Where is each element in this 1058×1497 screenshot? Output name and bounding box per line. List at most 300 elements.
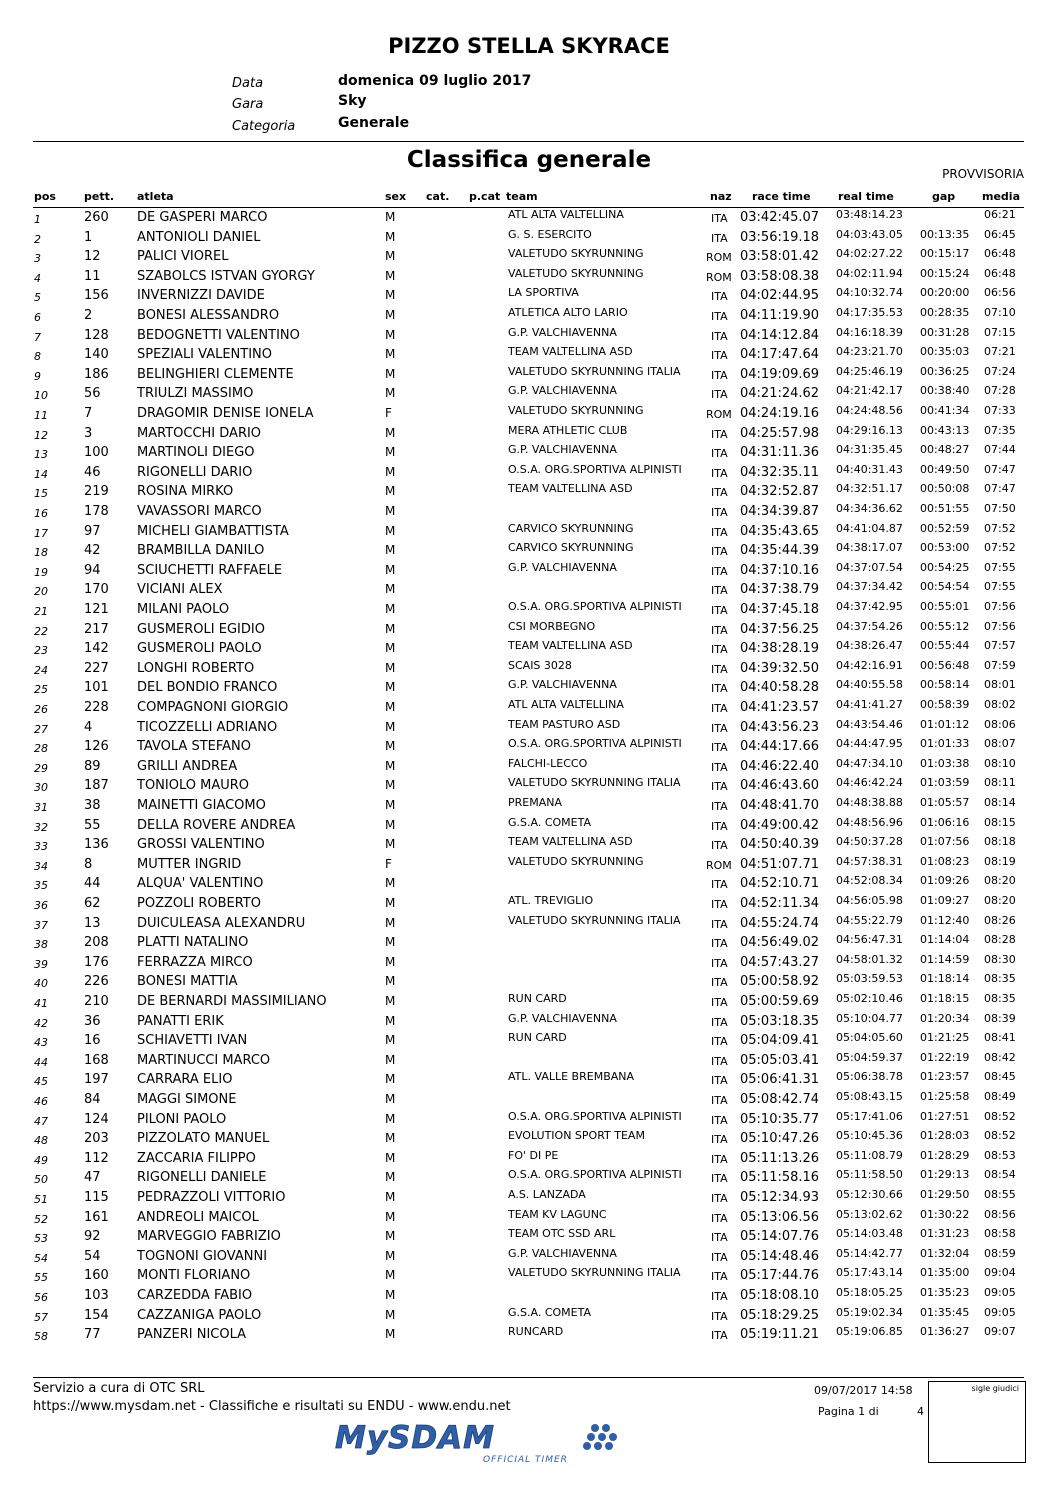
row-bib: 1 — [84, 230, 93, 245]
row-nationality: ITA — [711, 1310, 728, 1323]
row-gap: 00:58:39 — [920, 698, 970, 711]
row-athlete: RIGONELLI DARIO — [137, 465, 253, 480]
row-real-time: 04:48:38.88 — [836, 796, 903, 809]
row-team: VALETUDO SKYRUNNING ITALIA — [508, 914, 681, 927]
row-sex: M — [385, 602, 396, 616]
row-team: FALCHI-LECCO — [508, 757, 588, 770]
judges-box — [928, 1381, 1026, 1463]
row-athlete: DELLA ROVERE ANDREA — [137, 818, 296, 833]
row-sex: M — [385, 563, 396, 577]
row-real-time: 05:11:58.50 — [836, 1168, 903, 1181]
table-row — [0, 1227, 1058, 1246]
row-bib: 47 — [84, 1170, 101, 1185]
row-nationality: ROM — [706, 251, 732, 264]
row-sex: M — [385, 680, 396, 694]
row-pace: 08:42 — [984, 1051, 1016, 1064]
row-pace: 08:14 — [984, 796, 1016, 809]
row-gap: 01:07:56 — [920, 835, 970, 848]
table-row — [0, 1070, 1058, 1089]
row-sex: M — [385, 720, 396, 734]
table-row — [0, 874, 1058, 893]
row-pace: 08:10 — [984, 757, 1016, 770]
row-pace: 07:35 — [984, 424, 1016, 437]
row-bib: 187 — [84, 778, 109, 793]
row-gap: 00:15:24 — [920, 267, 970, 280]
row-real-time: 04:37:07.54 — [836, 561, 903, 574]
row-athlete: VICIANI ALEX — [137, 582, 223, 597]
footer-divider — [33, 1377, 1024, 1378]
row-sex: M — [385, 1249, 396, 1263]
row-sex: M — [385, 210, 396, 224]
row-nationality: ITA — [711, 428, 728, 441]
row-race-time: 04:34:39.87 — [740, 504, 820, 519]
row-athlete: RIGONELLI DANIELE — [137, 1170, 267, 1185]
row-gap: 01:29:50 — [920, 1188, 970, 1201]
row-race-time: 04:46:43.60 — [740, 778, 820, 793]
row-team: MERA ATHLETIC CLUB — [508, 424, 628, 437]
row-sex: M — [385, 759, 396, 773]
row-team: A.S. LANZADA — [508, 1188, 586, 1201]
row-team: SCAIS 3028 — [508, 659, 572, 672]
row-gap: 00:31:28 — [920, 326, 970, 339]
row-race-time: 04:51:07.71 — [740, 857, 820, 872]
table-row — [0, 816, 1058, 835]
row-pos: 8 — [34, 350, 41, 363]
row-real-time: 04:43:54.46 — [836, 718, 903, 731]
row-athlete: MARTOCCHI DARIO — [137, 426, 262, 441]
row-athlete: DUICULEASA ALEXANDRU — [137, 916, 306, 931]
footer-printed-at: 09/07/2017 14:58 — [814, 1384, 913, 1397]
row-bib: 136 — [84, 837, 109, 852]
row-pace: 07:52 — [984, 522, 1016, 535]
row-team: VALETUDO SKYRUNNING — [508, 247, 644, 260]
row-pace: 08:20 — [984, 894, 1016, 907]
row-team: VALETUDO SKYRUNNING — [508, 855, 644, 868]
row-nationality: ITA — [711, 232, 728, 245]
row-pace: 08:35 — [984, 992, 1016, 1005]
table-row — [0, 933, 1058, 952]
footer-page-total: 4 — [917, 1405, 924, 1418]
row-bib: 54 — [84, 1249, 101, 1264]
row-pace: 08:28 — [984, 933, 1016, 946]
row-pace: 09:05 — [984, 1306, 1016, 1319]
logo-dots-icon — [583, 1424, 617, 1450]
row-real-time: 05:11:08.79 — [836, 1149, 903, 1162]
row-athlete: PANATTI ERIK — [137, 1014, 224, 1029]
row-race-time: 04:35:43.65 — [740, 524, 820, 539]
row-nationality: ITA — [711, 741, 728, 754]
row-gap: 00:58:14 — [920, 678, 970, 691]
col-real-time: real time — [838, 190, 894, 203]
row-nationality: ITA — [711, 1055, 728, 1068]
row-team: TEAM VALTELLINA ASD — [508, 345, 633, 358]
row-real-time: 04:29:16.13 — [836, 424, 903, 437]
row-bib: 140 — [84, 347, 109, 362]
row-nationality: ITA — [711, 780, 728, 793]
row-gap: 01:35:23 — [920, 1286, 970, 1299]
col-gap: gap — [932, 190, 956, 203]
row-sex: M — [385, 739, 396, 753]
row-race-time: 04:38:28.19 — [740, 641, 820, 656]
row-pace: 08:58 — [984, 1227, 1016, 1240]
row-gap: 01:06:16 — [920, 816, 970, 829]
row-athlete: GUSMEROLI PAOLO — [137, 641, 262, 656]
row-bib: 161 — [84, 1210, 109, 1225]
row-pos: 47 — [34, 1115, 48, 1128]
row-bib: 89 — [84, 759, 101, 774]
row-bib: 36 — [84, 1014, 101, 1029]
row-nationality: ITA — [711, 310, 728, 323]
row-athlete: VAVASSORI MARCO — [137, 504, 262, 519]
row-team: TEAM KV LAGUNC — [508, 1208, 607, 1221]
mysdam-logo — [333, 1418, 628, 1466]
row-gap: 00:54:25 — [920, 561, 970, 574]
row-team: TEAM OTC SSD ARL — [508, 1227, 616, 1240]
row-pos: 18 — [34, 546, 48, 559]
table-row — [0, 424, 1058, 443]
row-pace: 07:21 — [984, 345, 1016, 358]
row-pos: 13 — [34, 448, 48, 461]
row-pace: 08:56 — [984, 1208, 1016, 1221]
row-pos: 1 — [34, 213, 41, 226]
row-pace: 08:02 — [984, 698, 1016, 711]
row-pace: 07:47 — [984, 463, 1016, 476]
row-pos: 52 — [34, 1213, 48, 1226]
row-nationality: ITA — [711, 937, 728, 950]
row-real-time: 05:12:30.66 — [836, 1188, 903, 1201]
row-gap: 00:15:17 — [920, 247, 970, 260]
row-gap: 01:27:51 — [920, 1110, 970, 1123]
row-pos: 4 — [34, 272, 41, 285]
row-gap: 01:03:59 — [920, 776, 970, 789]
row-real-time: 05:03:59.53 — [836, 972, 903, 985]
row-sex: M — [385, 778, 396, 792]
row-pos: 17 — [34, 527, 48, 540]
table-row — [0, 208, 1058, 227]
row-team: VALETUDO SKYRUNNING ITALIA — [508, 1266, 681, 1279]
table-row — [0, 894, 1058, 913]
row-gap: 00:48:27 — [920, 443, 970, 456]
row-team: G.P. VALCHIAVENNA — [508, 443, 617, 456]
row-pos: 57 — [34, 1311, 48, 1324]
table-row — [0, 737, 1058, 756]
row-real-time: 04:37:42.95 — [836, 600, 903, 613]
row-gap: 00:38:40 — [920, 384, 970, 397]
row-athlete: TAVOLA STEFANO — [137, 739, 251, 754]
row-bib: 100 — [84, 445, 109, 460]
row-nationality: ITA — [711, 1074, 728, 1087]
row-pos: 44 — [34, 1056, 48, 1069]
row-race-time: 05:10:47.26 — [740, 1131, 820, 1146]
row-bib: 210 — [84, 994, 109, 1009]
row-bib: 112 — [84, 1151, 109, 1166]
row-pace: 08:15 — [984, 816, 1016, 829]
row-sex: M — [385, 818, 396, 832]
row-athlete: MARTINUCCI MARCO — [137, 1053, 271, 1068]
row-sex: M — [385, 1014, 396, 1028]
row-pos: 15 — [34, 487, 48, 500]
row-sex: M — [385, 445, 396, 459]
row-race-time: 04:31:11.36 — [740, 445, 820, 460]
row-pos: 14 — [34, 468, 48, 481]
row-pace: 07:59 — [984, 659, 1016, 672]
row-real-time: 04:37:34.42 — [836, 580, 903, 593]
table-row — [0, 972, 1058, 991]
table-row — [0, 267, 1058, 286]
row-race-time: 03:58:01.42 — [740, 249, 820, 264]
row-bib: 219 — [84, 484, 109, 499]
row-gap: 01:01:12 — [920, 718, 970, 731]
row-pace: 07:24 — [984, 365, 1016, 378]
table-row — [0, 776, 1058, 795]
row-gap: 01:05:57 — [920, 796, 970, 809]
row-nationality: ITA — [711, 1270, 728, 1283]
row-sex: M — [385, 1268, 396, 1282]
row-athlete: CAZZANIGA PAOLO — [137, 1308, 262, 1323]
row-bib: 203 — [84, 1131, 109, 1146]
row-race-time: 04:46:22.40 — [740, 759, 820, 774]
row-nationality: ITA — [711, 584, 728, 597]
row-pace: 08:55 — [984, 1188, 1016, 1201]
row-team: VALETUDO SKYRUNNING — [508, 404, 644, 417]
row-pos: 24 — [34, 664, 48, 677]
row-athlete: DRAGOMIR DENISE IONELA — [137, 406, 314, 421]
table-row — [0, 620, 1058, 639]
row-sex: M — [385, 994, 396, 1008]
row-pace: 09:07 — [984, 1325, 1016, 1338]
row-real-time: 04:44:47.95 — [836, 737, 903, 750]
row-pos: 35 — [34, 879, 48, 892]
footer-service: Servizio a cura di OTC SRL — [33, 1381, 205, 1396]
row-gap: 00:55:01 — [920, 600, 970, 613]
row-bib: 16 — [84, 1033, 101, 1048]
row-nationality: ITA — [711, 878, 728, 891]
row-pace: 08:52 — [984, 1129, 1016, 1142]
row-pos: 50 — [34, 1173, 48, 1186]
table-row — [0, 1168, 1058, 1187]
row-pos: 11 — [34, 409, 48, 422]
row-team: CSI MORBEGNO — [508, 620, 596, 633]
row-real-time: 04:32:51.17 — [836, 482, 903, 495]
row-nationality: ITA — [711, 330, 728, 343]
row-real-time: 04:02:27.22 — [836, 247, 903, 260]
row-pace: 07:50 — [984, 502, 1016, 515]
table-row — [0, 286, 1058, 305]
row-pace: 08:39 — [984, 1012, 1016, 1025]
row-race-time: 05:14:07.76 — [740, 1229, 820, 1244]
row-gap: 00:55:12 — [920, 620, 970, 633]
footer-page-label: Pagina 1 di — [818, 1405, 879, 1418]
row-pos: 48 — [34, 1134, 48, 1147]
row-team: VALETUDO SKYRUNNING ITALIA — [508, 365, 681, 378]
row-nationality: ROM — [706, 859, 732, 872]
row-sex: M — [385, 622, 396, 636]
table-row — [0, 1266, 1058, 1285]
row-bib: 156 — [84, 288, 109, 303]
row-pos: 54 — [34, 1252, 48, 1265]
row-pace: 06:21 — [984, 208, 1016, 221]
row-pos: 27 — [34, 723, 48, 736]
row-race-time: 04:14:12.84 — [740, 328, 820, 343]
row-sex: M — [385, 837, 396, 851]
col-pett: pett. — [84, 190, 115, 203]
row-team: TEAM VALTELLINA ASD — [508, 482, 633, 495]
row-pos: 30 — [34, 781, 48, 794]
row-athlete: PILONI PAOLO — [137, 1112, 227, 1127]
row-pace: 07:28 — [984, 384, 1016, 397]
row-race-time: 04:52:10.71 — [740, 876, 820, 891]
col-atleta: atleta — [137, 190, 174, 203]
row-gap: 01:35:00 — [920, 1266, 970, 1279]
row-pace: 06:56 — [984, 286, 1016, 299]
row-nationality: ITA — [711, 369, 728, 382]
row-bib: 97 — [84, 524, 101, 539]
row-sex: M — [385, 347, 396, 361]
row-nationality: ITA — [711, 820, 728, 833]
row-bib: 178 — [84, 504, 109, 519]
row-nationality: ITA — [711, 800, 728, 813]
table-row — [0, 1286, 1058, 1305]
row-sex: F — [385, 857, 392, 871]
row-athlete: TONIOLO MAURO — [137, 778, 249, 793]
row-race-time: 05:04:09.41 — [740, 1033, 820, 1048]
table-row — [0, 1129, 1058, 1148]
row-bib: 84 — [84, 1092, 101, 1107]
row-athlete: COMPAGNONI GIORGIO — [137, 700, 289, 715]
row-sex: M — [385, 582, 396, 596]
col-cat: cat. — [426, 190, 450, 203]
row-race-time: 04:43:56.23 — [740, 720, 820, 735]
table-row — [0, 247, 1058, 266]
row-race-time: 04:50:40.39 — [740, 837, 820, 852]
row-gap: 01:08:23 — [920, 855, 970, 868]
row-sex: M — [385, 955, 396, 969]
row-nationality: ITA — [711, 682, 728, 695]
row-race-time: 05:18:29.25 — [740, 1308, 820, 1323]
row-athlete: PIZZOLATO MANUEL — [137, 1131, 270, 1146]
row-sex: M — [385, 1112, 396, 1126]
row-gap: 01:12:40 — [920, 914, 970, 927]
row-nationality: ITA — [711, 565, 728, 578]
row-pos: 42 — [34, 1017, 48, 1030]
row-real-time: 04:56:05.98 — [836, 894, 903, 907]
row-team: G.P. VALCHIAVENNA — [508, 1247, 617, 1260]
row-real-time: 05:17:43.14 — [836, 1266, 903, 1279]
row-real-time: 04:03:43.05 — [836, 228, 903, 241]
row-athlete: SCHIAVETTI IVAN — [137, 1033, 248, 1048]
row-athlete: MONTI FLORIANO — [137, 1268, 251, 1283]
row-sex: M — [385, 1308, 396, 1322]
table-row — [0, 953, 1058, 972]
row-athlete: BELINGHIERI CLEMENTE — [137, 367, 294, 382]
row-race-time: 04:40:58.28 — [740, 680, 820, 695]
row-race-time: 04:02:44.95 — [740, 288, 820, 303]
row-bib: 176 — [84, 955, 109, 970]
row-race-time: 03:56:19.18 — [740, 230, 820, 245]
row-athlete: PLATTI NATALINO — [137, 935, 249, 950]
row-nationality: ITA — [711, 722, 728, 735]
row-nationality: ITA — [711, 388, 728, 401]
row-real-time: 04:55:22.79 — [836, 914, 903, 927]
row-sex: M — [385, 484, 396, 498]
row-nationality: ITA — [711, 1231, 728, 1244]
row-gap: 01:23:57 — [920, 1070, 970, 1083]
table-row — [0, 855, 1058, 874]
row-gap: 00:55:44 — [920, 639, 970, 652]
row-pos: 25 — [34, 683, 48, 696]
row-pace: 08:26 — [984, 914, 1016, 927]
row-athlete: PALICI VIOREL — [137, 249, 229, 264]
row-gap: 01:35:45 — [920, 1306, 970, 1319]
table-row — [0, 992, 1058, 1011]
row-pos: 32 — [34, 821, 48, 834]
row-pos: 5 — [34, 291, 41, 304]
row-real-time: 05:08:43.15 — [836, 1090, 903, 1103]
row-nationality: ITA — [711, 545, 728, 558]
row-pos: 21 — [34, 605, 48, 618]
table-row — [0, 306, 1058, 325]
meta-race-label: Gara — [232, 97, 264, 112]
row-nationality: ITA — [711, 212, 728, 225]
row-real-time: 04:38:26.47 — [836, 639, 903, 652]
row-sex: M — [385, 288, 396, 302]
row-race-time: 04:17:47.64 — [740, 347, 820, 362]
table-row — [0, 1188, 1058, 1207]
row-gap: 00:50:08 — [920, 482, 970, 495]
row-nationality: ITA — [711, 1172, 728, 1185]
row-pace: 09:05 — [984, 1286, 1016, 1299]
table-row — [0, 1306, 1058, 1325]
row-bib: 208 — [84, 935, 109, 950]
row-real-time: 05:18:05.25 — [836, 1286, 903, 1299]
row-athlete: DE GASPERI MARCO — [137, 210, 268, 225]
row-sex: M — [385, 700, 396, 714]
row-pace: 08:45 — [984, 1070, 1016, 1083]
row-real-time: 04:46:42.24 — [836, 776, 903, 789]
row-pace: 09:04 — [984, 1266, 1016, 1279]
row-real-time: 05:06:38.78 — [836, 1070, 903, 1083]
row-team: RUN CARD — [508, 1031, 567, 1044]
row-athlete: FERRAZZA MIRCO — [137, 955, 253, 970]
row-sex: M — [385, 896, 396, 910]
table-row — [0, 345, 1058, 364]
row-gap: 00:51:55 — [920, 502, 970, 515]
row-race-time: 05:11:13.26 — [740, 1151, 820, 1166]
row-athlete: GRILLI ANDREA — [137, 759, 238, 774]
row-athlete: MAINETTI GIACOMO — [137, 798, 266, 813]
row-sex: M — [385, 465, 396, 479]
row-race-time: 05:08:42.74 — [740, 1092, 820, 1107]
row-pace: 08:41 — [984, 1031, 1016, 1044]
row-team: EVOLUTION SPORT TEAM — [508, 1129, 645, 1142]
row-pace: 08:53 — [984, 1149, 1016, 1162]
row-team: ATL. TREVIGLIO — [508, 894, 594, 907]
row-gap: 01:01:33 — [920, 737, 970, 750]
row-nationality: ITA — [711, 447, 728, 460]
row-bib: 168 — [84, 1053, 109, 1068]
row-sex: M — [385, 504, 396, 518]
row-nationality: ITA — [711, 486, 728, 499]
row-sex: M — [385, 916, 396, 930]
row-athlete: CARZEDDA FABIO — [137, 1288, 253, 1303]
row-race-time: 04:24:19.16 — [740, 406, 820, 421]
row-gap: 00:56:48 — [920, 659, 970, 672]
logo-wordmark: MySDAM — [335, 1420, 495, 1456]
row-athlete: GROSSI VALENTINO — [137, 837, 265, 852]
row-nationality: ITA — [711, 976, 728, 989]
row-nationality: ROM — [706, 408, 732, 421]
row-team: G.P. VALCHIAVENNA — [508, 1012, 617, 1025]
